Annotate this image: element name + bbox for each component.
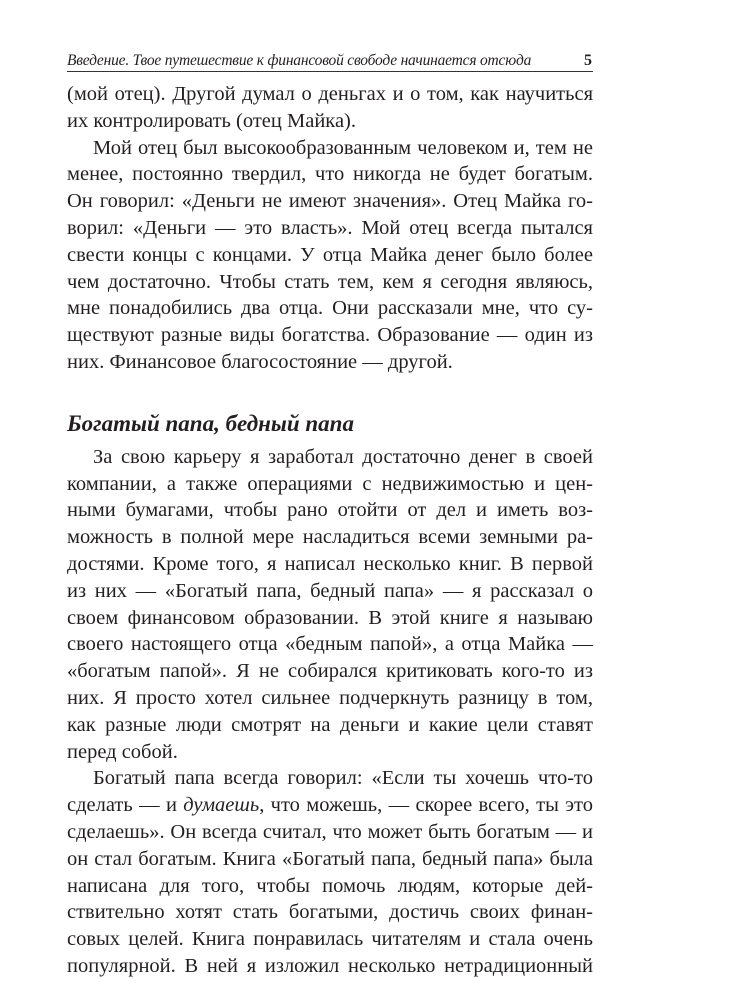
text-line: он стал богатым. Книга «Богатый папа, бедный папа» была [67, 847, 593, 870]
text-line: ворил: «Деньги — это власть». Мой отец всегда пытался [67, 216, 593, 239]
text-line: мне понадобились два отца. Они рассказали мне, что су- [67, 297, 593, 320]
text-line: достями. Кроме того, я написал несколько книг. В первой [67, 552, 593, 575]
text-line: них. Финансовое благосостояние — другой. [67, 350, 453, 373]
section-heading: Богатый папа, бедный папа [67, 410, 354, 436]
paragraph-continuation [67, 81, 593, 135]
page-number: 5 [584, 52, 592, 69]
text-line: сделаешь». Он всегда считал, что может быть богатым — и [67, 820, 593, 843]
paragraph [67, 765, 593, 979]
text-line: ствительно хотят стать богатыми, достичь своих финан- [67, 901, 593, 924]
emphasis-text: думаешь [183, 794, 260, 817]
text-line: Он говорил: «Деньги не имеют значения». Отец Майка го- [67, 190, 593, 213]
text-line: За свою карьеру я заработал достаточно денег в своей [93, 445, 593, 468]
text-line: популярной. В ней я изложил несколько нетрадиционный [67, 954, 593, 977]
text-line: написана для того, чтобы помочь людям, которые дей- [67, 874, 593, 897]
running-head [67, 50, 593, 72]
text-line: перед собой. [67, 740, 178, 763]
text-line: менее, постоянно твердил, что никогда не будет богатым. [67, 163, 593, 186]
text-span: сделать — и [67, 794, 184, 817]
text-line: Мой отец был высокообразованным человеком и, тем не [93, 136, 593, 159]
text-line: Богатый папа всегда говорил: «Если ты хочешь что-то [93, 767, 593, 790]
text-line: ными бумагами, чтобы рано отойти от дел и иметь воз- [67, 499, 593, 522]
text-line: свести концы с концами. У отца Майка денег было более [67, 243, 593, 266]
text-span: , что можешь, — скорее всего, ты это [259, 794, 593, 817]
paragraph [67, 135, 593, 376]
text-line: ществуют разные виды богатства. Образование — один из [67, 324, 593, 347]
text-line: (мой отец). Другой думал о деньгах и о том, как научиться [67, 83, 593, 105]
running-head-title: Введение. Твое путешествие к финансовой свободе начинается отсюда [67, 52, 532, 69]
body-text [67, 81, 593, 980]
text-line: их контролировать (отец Майка). [67, 109, 356, 132]
text-line: из них — «Богатый папа, бедный папа» — я рассказал о [67, 579, 593, 602]
text-line: можность в полной мере насладиться всеми земными ра- [67, 526, 593, 549]
text-line: своего настоящего отца «бедным папой», а отца Майка — [67, 633, 593, 656]
paragraph [67, 444, 593, 766]
text-line: своем финансовом образовании. В этой книге я называю [67, 606, 593, 629]
text-line: них. Я просто хотел сильнее подчеркнуть разницу в том, [67, 686, 593, 709]
text-line: чем достаточно. Чтобы стать тем, кем я сегодня являюсь, [67, 270, 593, 293]
text-line: как разные люди смотрят на деньги и какие цели ставят [67, 713, 593, 736]
text-line: совых целей. Книга понравилась читателям и стала очень [67, 928, 593, 951]
text-line: компании, а также операциями с недвижимостью и цен- [67, 472, 593, 495]
text-line: «богатым папой». Я не собирался критиковать кого-то из [67, 660, 593, 683]
text-line [67, 792, 593, 819]
